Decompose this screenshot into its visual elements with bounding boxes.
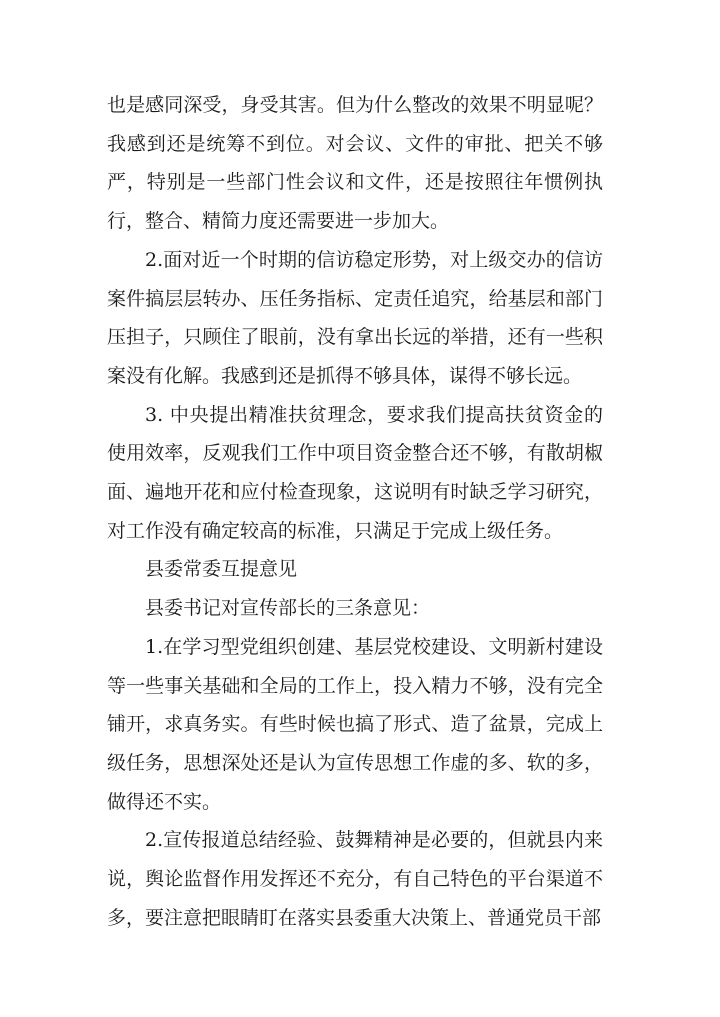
subsection-heading: 县委书记对宣传部长的三条意见： xyxy=(145,597,431,620)
paragraph-item-3-poverty: 3. 中央提出精准扶贫理念，要求我们提高扶贫资金的使用效率，反观我们工作中项目资金整合还不够，有散胡椒面、遍地开花和应付检查现象，这说明有时缺乏学习研究，对工作没有确定较高的标准，只满足于完成上级任务。 xyxy=(107,403,603,542)
paragraph-continuation: 也是感同深受，身受其害。但为什么整改的效果不明显呢？我感到还是统筹不到位。对会议、文件的审批、把关不够严，特别是一些部门性会议和文件，还是按照往年惯例执行，整合、精简力度还需要进一步加大。 xyxy=(107,94,603,233)
paragraph-item-2-publicity: 2.宣传报道总结经验、鼓舞精神是必要的，但就县内来说，舆论监督作用发挥还不充分，有自己特色的平台渠道不多，要注意把眼睛盯在落实县委重大决策上、普通党员干部 xyxy=(107,829,603,929)
paragraph-item-2-petition: 2.面对近一个时期的信访稳定形势，对上级交办的信访案件搞层层转办、压任务指标、定责任追究，给基层和部门压担子，只顾住了眼前，没有拿出长远的举措，还有一些积案没有化解。我感到还是抓得不够具体，谋得不够长远。 xyxy=(107,248,603,387)
section-heading: 县委常委互提意见 xyxy=(145,558,298,581)
document-body xyxy=(107,86,603,937)
paragraph-item-1-study: 1.在学习型党组织创建、基层党校建设、文明新村建设等一些事关基础和全局的工作上，投入精力不够，没有完全铺开，求真务实。有些时候也搞了形式、造了盆景，完成上级任务，思想深处还是认为宣传思想工作虚的多、软的多，做得还不实。 xyxy=(107,635,603,813)
